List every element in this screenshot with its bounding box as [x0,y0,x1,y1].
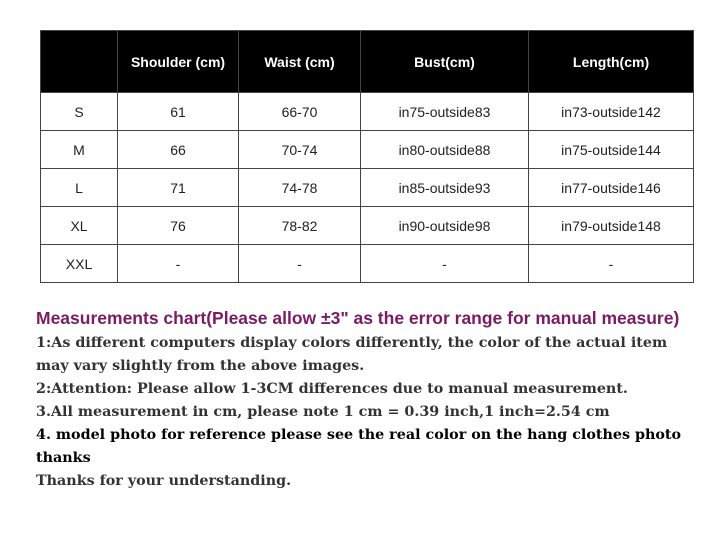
size-cell: M [41,131,118,169]
size-cell: XL [41,207,118,245]
table-row [41,131,694,169]
bust-cell: in90-outside98 [361,207,529,245]
bust-cell: in80-outside88 [361,131,529,169]
note-thanks: Thanks for your understanding. [36,473,292,489]
header-length: Length(cm) [529,31,694,93]
notes-title: Measurements chart(Please allow ±3" as the error range for manual measure) [36,308,680,328]
shoulder-cell: 76 [118,207,239,245]
length-cell: in75-outside144 [529,131,694,169]
shoulder-cell: 61 [118,93,239,131]
note-color-difference: 1:As different computers display colors differently, the color of the actual item may vary slightly from the above images. [36,335,668,374]
length-cell: in73-outside142 [529,93,694,131]
table-header-row [41,31,694,93]
waist-cell: - [239,245,361,283]
size-cell: L [41,169,118,207]
header-bust: Bust(cm) [361,31,529,93]
shoulder-cell: - [118,245,239,283]
table-row [41,207,694,245]
size-cell: XXL [41,245,118,283]
header-shoulder: Shoulder (cm) [118,31,239,93]
waist-cell: 70-74 [239,131,361,169]
table-row [41,169,694,207]
length-cell: in79-outside148 [529,207,694,245]
size-chart-table [40,30,694,283]
waist-cell: 78-82 [239,207,361,245]
bust-cell: in75-outside83 [361,93,529,131]
waist-cell: 74-78 [239,169,361,207]
note-model-photo: 4. model photo for reference please see the real color on the hang clothes photo thanks [36,427,682,466]
header-waist: Waist (cm) [239,31,361,93]
shoulder-cell: 66 [118,131,239,169]
bust-cell: in85-outside93 [361,169,529,207]
note-manual-measurement: 2:Attention: Please allow 1-3CM differences due to manual measurement. [36,381,628,397]
bust-cell: - [361,245,529,283]
measurement-notes [36,307,696,493]
table-row [41,245,694,283]
shoulder-cell: 71 [118,169,239,207]
waist-cell: 66-70 [239,93,361,131]
length-cell: - [529,245,694,283]
length-cell: in77-outside146 [529,169,694,207]
table-row [41,93,694,131]
header-size [41,31,118,93]
size-cell: S [41,93,118,131]
note-unit-conversion: 3.All measurement in cm, please note 1 cm = 0.39 inch,1 inch=2.54 cm [36,404,610,420]
